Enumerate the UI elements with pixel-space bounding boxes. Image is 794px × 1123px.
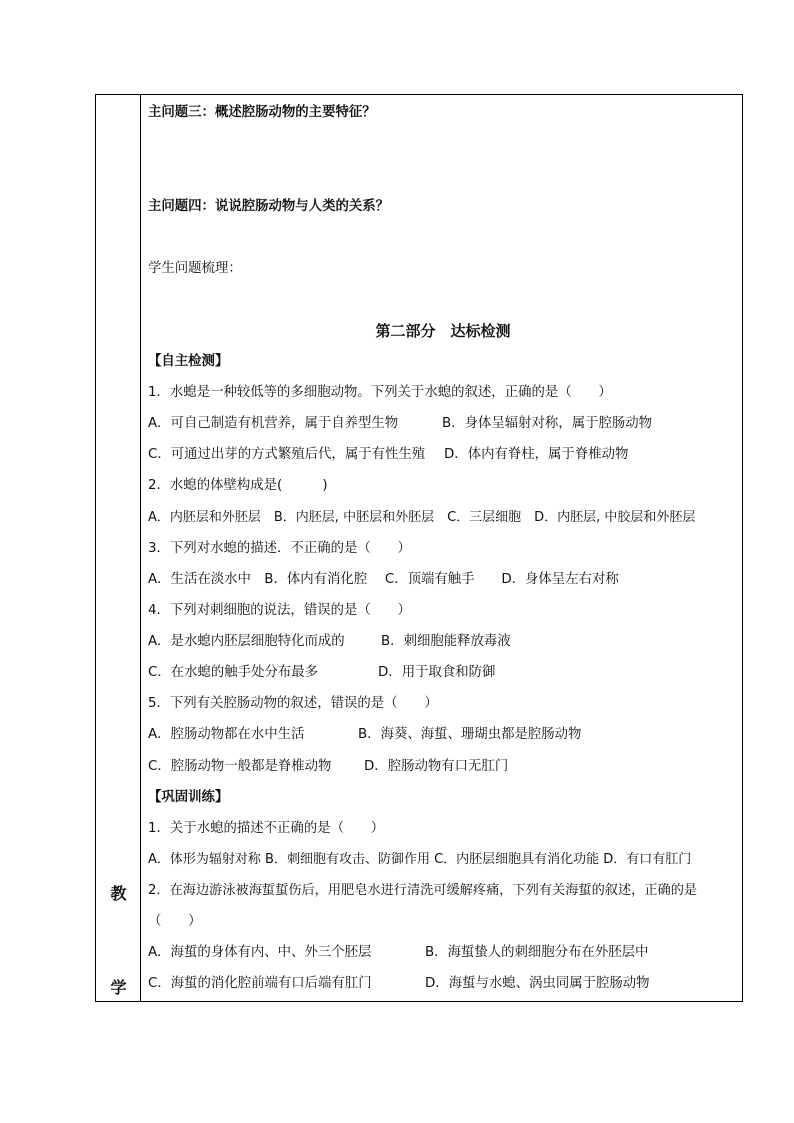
main-question-4: 主问题四：说说腔肠动物与人类的关系？ <box>148 199 390 214</box>
student-question-review: 学生问题梳理： <box>148 261 242 276</box>
self-check-heading: 【自主检测】 <box>148 354 229 369</box>
sc-q4-option-d: D．用于取食和防御 <box>378 665 496 680</box>
sc-q5-option-b: B．海葵、海蜇、珊瑚虫都是腔肠动物 <box>358 727 582 742</box>
ct-q2-option-c: C．海蜇的消化腔前端有口后端有肛门 <box>148 976 372 991</box>
side-column <box>96 95 141 1001</box>
ct-q1-stem: 1．关于水螅的描述不正确的是（ ） <box>148 821 385 836</box>
sc-q4-option-a: A．是水螅内胚层细胞特化而成的 <box>148 634 345 649</box>
sc-q5-option-d: D．腔肠动物有口无肛门 <box>364 759 509 774</box>
side-char-xue: 学 <box>110 978 127 997</box>
ct-q1-options: A．体形为辐射对称 B．刺细胞有攻击、防御作用 C．内胚层细胞具有消化功能 D．有口有肛门 <box>148 852 692 867</box>
sc-q5-option-c: C．腔肠动物一般都是脊椎动物 <box>148 759 332 774</box>
sc-q1-stem: 1．水螅是一种较低等的多细胞动物。下列关于水螅的叙述，正确的是（ ） <box>148 385 612 400</box>
sc-q1-option-d: D．体内有脊柱，属于脊椎动物 <box>444 447 629 462</box>
ct-q2-option-b: B．海蜇蛰人的刺细胞分布在外胚层中 <box>425 945 649 960</box>
lesson-table <box>95 94 743 1002</box>
main-question-3: 主问题三：概述腔肠动物的主要特征？ <box>148 105 376 120</box>
ct-q2-option-d: D．海蜇与水螅、涡虫同属于腔肠动物 <box>425 976 650 991</box>
ct-q2-stem-cont: （ ） <box>148 914 202 929</box>
sc-q1-option-c: C．可通过出芽的方式繁殖后代，属于有性生殖 <box>148 447 426 462</box>
sc-q4-option-c: C．在水螅的触手处分布最多 <box>148 665 319 680</box>
sc-q3-options: A．生活在淡水中 B．体内有消化腔 C．顶端有触手 D．身体呈左右对称 <box>148 572 619 587</box>
side-char-jiao: 教 <box>110 884 127 903</box>
sc-q4-stem: 4．下列对刺细胞的说法，错误的是（ ） <box>148 603 411 618</box>
sc-q5-stem: 5．下列有关腔肠动物的叙述，错误的是（ ） <box>148 696 438 711</box>
sc-q5-option-a: A．腔肠动物都在水中生活 <box>148 727 305 742</box>
sc-q1-option-a: A．可自己制造有机营养，属于自养型生物 <box>148 416 399 431</box>
sc-q2-options: A．内胚层和外胚层 B．内胚层, 中胚层和外胚层 C．三层细胞 D．内胚层, 中胶层和外胚层 <box>148 510 696 525</box>
sc-q3-stem: 3．下列对水螅的描述．不正确的是（ ） <box>148 541 411 556</box>
ct-q2-stem: 2．在海边游泳被海蜇蜇伤后，用肥皂水进行清洗可缓解疼痛，下列有关海蜇的叙述，正确的是 <box>148 883 698 898</box>
consolidation-heading: 【巩固训练】 <box>148 790 229 805</box>
sc-q2-stem: 2．水螅的体壁构成是( ) <box>148 478 328 493</box>
section-title: 第二部分 达标检测 <box>375 322 511 340</box>
ct-q2-option-a: A．海蜇的身体有内、中、外三个胚层 <box>148 945 372 960</box>
sc-q1-option-b: B．身体呈辐射对称，属于腔肠动物 <box>442 416 653 431</box>
sc-q4-option-b: B．刺细胞能释放毒液 <box>381 634 511 649</box>
